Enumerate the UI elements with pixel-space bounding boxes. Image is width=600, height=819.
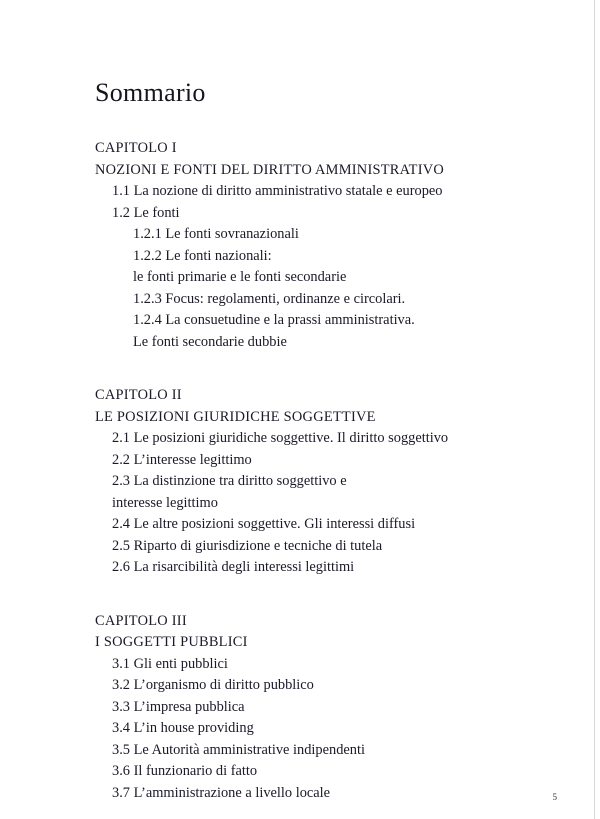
- toc-entry[interactable]: 1.2.2 Le fonti nazionali:: [133, 247, 272, 264]
- toc-entry[interactable]: le fonti primarie e le fonti secondarie: [133, 269, 347, 285]
- toc-entry[interactable]: 3.7 L’amministrazione a livello locale: [112, 784, 331, 801]
- chapter-title: NOZIONI E FONTI DEL DIRITTO AMMINISTRATIVO: [95, 161, 445, 178]
- toc-entry[interactable]: Le fonti secondarie dubbie: [133, 333, 287, 350]
- chapter-block: [95, 138, 535, 353]
- toc-entry[interactable]: 2.5 Riparto di giurisdizione e tecniche di tutela: [112, 537, 383, 554]
- chapter-title: I SOGGETTI PUBBLICI: [95, 634, 248, 650]
- toc-entry[interactable]: 2.2 L’interesse legittimo: [112, 451, 252, 468]
- toc-entry[interactable]: 1.2.3 Focus: regolamenti, ordinanze e circolari.: [133, 290, 406, 307]
- toc-entry[interactable]: 2.1 Le posizioni giuridiche soggettive. Il diritto soggettivo: [112, 430, 449, 446]
- chapter-entry-list: [95, 428, 535, 579]
- toc-entry[interactable]: 3.1 Gli enti pubblici: [112, 655, 228, 672]
- toc-entry[interactable]: 3.6 Il funzionario di fatto: [112, 763, 258, 779]
- page-title: Sommario: [95, 78, 206, 107]
- toc-entry[interactable]: interesse legittimo: [112, 494, 218, 511]
- toc-entry[interactable]: 1.1 La nozione di diritto amministrativo statale e europeo: [112, 183, 443, 199]
- toc-entry[interactable]: 2.6 La risarcibilità degli interessi legittimi: [112, 559, 355, 575]
- toc-entry[interactable]: 2.3 La distinzione tra diritto soggettivo e: [112, 473, 347, 489]
- toc-entry[interactable]: 3.4 L’in house providing: [112, 720, 254, 736]
- toc-entry[interactable]: 2.4 Le altre posizioni soggettive. Gli interessi diffusi: [112, 516, 416, 532]
- chapter-title: LE POSIZIONI GIURIDICHE SOGGETTIVE: [95, 408, 376, 425]
- chapter-label: CAPITOLO III: [95, 612, 187, 629]
- page-number: 5: [552, 792, 557, 802]
- toc-entry[interactable]: 3.2 L’organismo di diritto pubblico: [112, 677, 314, 693]
- toc-entry[interactable]: 3.5 Le Autorità amministrative indipendenti: [112, 741, 365, 758]
- toc-entry[interactable]: 1.2.1 Le fonti sovranazionali: [133, 226, 299, 242]
- chapter-label: CAPITOLO I: [95, 140, 177, 156]
- chapter-list: [95, 138, 535, 804]
- chapter-entry-list: [95, 654, 535, 805]
- toc-entry[interactable]: 1.2.4 La consuetudine e la prassi amministrativa.: [133, 312, 415, 328]
- chapter-label: CAPITOLO II: [95, 387, 182, 403]
- toc-entry[interactable]: 1.2 Le fonti: [112, 204, 180, 221]
- toc-entry[interactable]: 3.3 L’impresa pubblica: [112, 698, 245, 715]
- chapter-entry-list: [95, 181, 535, 353]
- page-edge-line: [594, 0, 595, 819]
- chapter-block: [95, 385, 535, 579]
- chapter-block: [95, 611, 535, 805]
- table-of-contents: [95, 78, 535, 804]
